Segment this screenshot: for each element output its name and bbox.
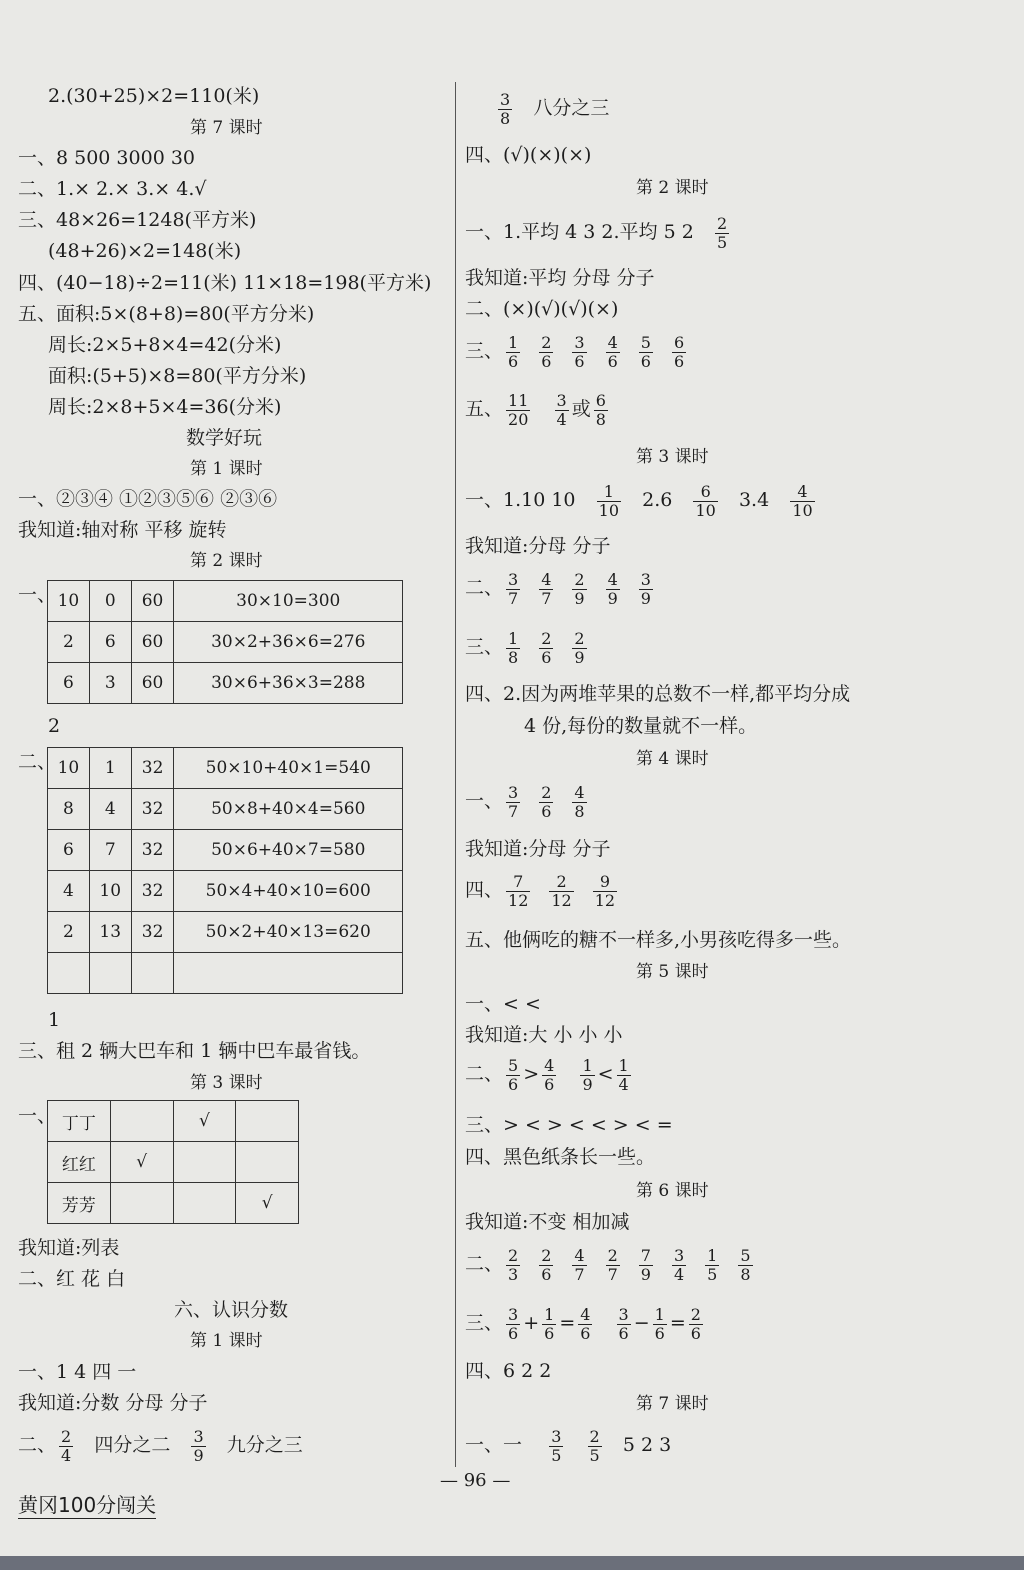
lesson-heading: 第 7 课时 [190,118,263,138]
section-heading: 六、认识分数 [174,1299,289,1321]
fraction: $\frac{3}{4}$ [673,1245,685,1284]
fraction: $\frac{2}{6}$ [541,1245,552,1284]
fraction: $\frac{3}{6}$ [618,1304,629,1343]
answer-line: 五、面积:5×(8+8)=80(平方分米) [18,303,315,325]
table-cell: √ [110,1142,173,1183]
table-cell: 30×6+36×3=288 [174,663,403,704]
answer-line [465,331,702,371]
table-cell: 32 [131,748,174,789]
table-cell: 7 [89,830,131,871]
fraction: $\frac{3}{8}$ [500,89,511,128]
table-cell: 红红 [48,1142,111,1183]
answer-line [465,1303,706,1343]
answer-line: 4 份,每份的数量就不一样。 [524,715,758,737]
table-cell [174,953,403,994]
answer-line: 三、租 2 辆大巴车和 1 辆中巴车最省钱。 [18,1040,371,1062]
table-cell: 32 [131,871,174,912]
fraction: $\frac{3}{4}$ [556,390,567,429]
question-prefix: 三、 [465,1312,504,1334]
answer-line: 四、(√)(×)(×) [465,144,592,166]
fraction: $\frac{1}{8}$ [508,628,519,667]
lesson-heading: 第 4 课时 [636,749,709,769]
answer-line [465,480,818,520]
table-cell: 32 [131,830,174,871]
fraction: $\frac{3}{5}$ [551,1426,562,1465]
answer-text: 八分之三 [533,97,610,119]
lesson-heading: 第 2 课时 [636,178,709,198]
question-prefix: 一、 [465,790,504,812]
table-row [48,830,403,871]
table-cell: 0 [89,581,131,622]
table-cell [173,1183,236,1224]
fraction: $\frac{2}{6}$ [690,1304,701,1343]
answer-line: 一、1 4 四 一 [18,1361,137,1383]
section-heading: 数学好玩 [186,427,263,449]
table-cell: 50×6+40×7=580 [174,830,403,871]
fraction: $\frac{1}{10}$ [598,481,620,520]
table-row [48,871,403,912]
fraction: $\frac{2}{9}$ [574,628,585,667]
lesson-heading: 第 1 课时 [190,1331,263,1351]
scan-edge [0,1556,1024,1570]
fraction: $\frac{4}{7}$ [574,1245,585,1284]
question-prefix: 二、 [18,1434,57,1456]
answer-text: 四分之二 [94,1434,171,1456]
fraction: $\frac{3}{7}$ [508,569,519,608]
fraction: $\frac{3}{9}$ [193,1426,204,1465]
table-row [48,748,403,789]
fraction: $\frac{4}{10}$ [792,481,813,520]
answer-line: 我知道:分数 分母 分子 [18,1392,208,1414]
table-cell: 10 [48,748,90,789]
answer-line [465,1425,671,1465]
table-cell [173,1142,236,1183]
fraction: $\frac{1}{6}$ [654,1304,665,1343]
answer-line [465,781,603,821]
fraction: $\frac{4}{6}$ [544,1055,555,1094]
table-cell: 50×4+40×10=600 [174,871,403,912]
fraction: $\frac{6}{10}$ [695,481,716,520]
fraction: $\frac{4}{7}$ [541,569,552,608]
answer-text: 九分之三 [226,1434,303,1456]
answer-line: 四、黑色纸条长一些。 [465,1146,656,1168]
fraction: $\frac{1}{6}$ [508,332,519,371]
fraction: $\frac{11}{20}$ [508,390,529,429]
fraction: $\frac{7}{9}$ [640,1245,651,1284]
answer-line [465,627,603,667]
fraction: $\frac{2}{6}$ [541,628,552,667]
brand-logo-text: 黄冈100分闯关 [18,1493,157,1517]
fraction: $\frac{3}{9}$ [640,569,651,608]
answer-line: 我知道:不变 相加减 [465,1211,630,1233]
answer-line: (48+26)×2=148(米) [48,240,242,262]
answer-line: 二、红 花 白 [18,1268,126,1290]
operator: = [669,1312,686,1334]
table-row [48,789,403,830]
fraction: $\frac{6}{6}$ [673,332,685,371]
fraction: $\frac{1}{5}$ [707,1245,718,1284]
table-row [48,663,403,704]
lesson-heading: 第 3 课时 [190,1073,263,1093]
answer-text: 或 [571,398,591,420]
table-cell: 50×8+40×4=560 [174,789,403,830]
table-cell: 丁丁 [48,1101,111,1142]
fraction: $\frac{4}{9}$ [607,569,618,608]
question-prefix: 三、 [465,340,504,362]
fraction: $\frac{4}{6}$ [607,332,618,371]
table-cell: √ [173,1101,236,1142]
column-divider [455,82,456,1467]
fraction: $\frac{2}{7}$ [607,1245,618,1284]
fraction: $\frac{2}{4}$ [61,1426,72,1465]
answer-line: 一、②③④ ①②③⑤⑥ ②③⑥ [18,488,278,510]
fraction: $\frac{1}{4}$ [618,1055,629,1094]
operator: − [633,1312,650,1334]
lesson-heading: 第 1 课时 [190,459,263,479]
table-cell [48,953,90,994]
comparison-sign: > [523,1063,540,1085]
answer-line: 二、(×)(√)(√)(×) [465,298,619,320]
answer-line: 2 [48,715,61,737]
fraction: $\frac{6}{8}$ [595,390,606,429]
fraction: $\frac{7}{12}$ [508,871,529,910]
question-prefix: 二、 [465,1253,504,1275]
answer-line [465,212,732,252]
table-cell [89,953,131,994]
question-prefix: 二、 [465,577,504,599]
table-cell: 6 [89,622,131,663]
answer-line: 我知道:平均 分母 分子 [465,267,655,289]
answer-text: 一、1.10 10 [465,489,576,511]
table-cell: 2 [48,622,90,663]
table-cell: 50×2+40×13=620 [174,912,403,953]
answer-line: 二、1.× 2.× 3.× 4.√ [18,178,207,200]
table-cell: 1 [89,748,131,789]
fraction: $\frac{1}{6}$ [544,1304,555,1343]
table-row [48,912,403,953]
table-row [48,1142,299,1183]
fraction: $\frac{1}{9}$ [582,1055,593,1094]
table-cell: 芳芳 [48,1183,111,1224]
answer-table-1 [47,580,403,704]
operator: = [559,1312,576,1334]
fraction: $\frac{2}{9}$ [574,569,585,608]
answer-line: 四、2.因为两堆苹果的总数不一样,都平均分成 [465,683,851,705]
table-cell: 30×10=300 [174,581,403,622]
table-cell: 32 [131,789,174,830]
answer-text: 3.4 [738,489,770,511]
fraction: $\frac{5}{6}$ [508,1055,519,1094]
answer-line [18,1425,303,1465]
lesson-heading: 第 3 课时 [636,447,709,467]
lesson-heading: 第 6 课时 [636,1181,709,1201]
fraction: $\frac{2}{12}$ [551,871,572,910]
table-cell [236,1142,299,1183]
answer-line: 1 [48,1009,61,1031]
answer-line: 我知道:轴对称 平移 旋转 [18,519,227,541]
operator: + [523,1312,540,1334]
answer-line: 一、< < [465,993,541,1015]
answer-line: 一、8 500 3000 30 [18,147,196,169]
table-cell [131,953,174,994]
answer-line [495,88,609,128]
answer-line: 我知道:大 小 小 小 [465,1024,623,1046]
table-cell: 6 [48,830,90,871]
answer-line [465,568,669,608]
question-prefix: 二、 [465,1063,504,1085]
answer-table-3 [47,1100,299,1224]
answer-line: 三、> < > < < > < = [465,1114,673,1136]
fraction: $\frac{3}{6}$ [508,1304,519,1343]
question-prefix: 五、 [465,398,504,420]
answer-line [465,389,611,429]
comparison-sign: < [597,1063,614,1085]
answer-text: 5 2 3 [622,1434,672,1456]
lesson-heading: 第 7 课时 [636,1394,709,1414]
fraction: $\frac{3}{7}$ [508,782,519,821]
lesson-heading: 第 2 课时 [190,551,263,571]
answer-line: 我知道:分母 分子 [465,535,611,557]
answer-table-2 [47,747,403,994]
question-prefix: 四、 [465,879,504,901]
table-cell [110,1183,173,1224]
table-cell: 60 [131,622,174,663]
page-number: — 96 — [440,1470,511,1491]
answer-text: 2.6 [642,489,673,511]
question-prefix: 二、 [18,751,57,773]
answer-line: 面积:(5+5)×8=80(平方分米) [48,365,307,387]
fraction: $\frac{5}{8}$ [740,1245,751,1284]
question-prefix: 一、 [18,584,57,606]
table-cell: 30×2+36×6=276 [174,622,403,663]
answer-line: 四、(40−18)÷2=11(米) 11×18=198(平方米) [18,272,432,294]
answer-line: 四、6 2 2 [465,1360,552,1382]
fraction: $\frac{9}{12}$ [594,871,616,910]
table-row [48,1101,299,1142]
fraction: $\frac{3}{6}$ [574,332,585,371]
table-cell: 4 [48,871,90,912]
table-cell: √ [236,1183,299,1224]
table-row [48,622,403,663]
table-row [48,581,403,622]
table-cell: 8 [48,789,90,830]
question-prefix: 一、 [18,1105,57,1127]
table-cell: 32 [131,912,174,953]
answer-line: 2.(30+25)×2=110(米) [48,85,260,107]
table-row [48,1183,299,1224]
table-cell: 10 [48,581,90,622]
answer-line [465,1054,634,1094]
answer-text: 一、1.平均 4 3 2.平均 5 2 [465,221,694,243]
fraction: $\frac{2}{5}$ [589,1426,600,1465]
answer-line: 周长:2×5+8×4=42(分米) [48,334,282,356]
table-cell: 6 [48,663,90,704]
table-cell: 3 [89,663,131,704]
fraction: $\frac{2}{6}$ [541,332,552,371]
answer-line: 我知道:分母 分子 [465,838,611,860]
table-cell: 10 [89,871,131,912]
lesson-heading: 第 5 课时 [636,962,709,982]
fraction: $\frac{5}{6}$ [640,332,651,371]
answer-line: 三、48×26=1248(平方米) [18,209,257,231]
answer-line: 五、他俩吃的糖不一样多,小男孩吃得多一些。 [465,929,852,951]
table-cell: 60 [131,581,174,622]
answer-line: 我知道:列表 [18,1237,120,1259]
answer-line [465,1244,769,1284]
answer-text: 一、一 [465,1434,523,1456]
question-prefix: 三、 [465,636,504,658]
table-cell: 2 [48,912,90,953]
fraction: $\frac{2}{5}$ [716,213,728,252]
fraction: $\frac{4}{8}$ [574,782,585,821]
fraction: $\frac{4}{6}$ [580,1304,591,1343]
fraction: $\frac{2}{3}$ [508,1245,519,1284]
table-row [48,953,403,994]
table-cell: 4 [89,789,131,830]
fraction: $\frac{2}{6}$ [541,782,552,821]
table-cell [110,1101,173,1142]
answer-line [465,870,633,910]
table-cell: 60 [131,663,174,704]
answer-line: 周长:2×8+5×4=36(分米) [48,396,282,418]
table-cell: 50×10+40×1=540 [174,748,403,789]
table-cell: 13 [89,912,131,953]
table-cell [236,1101,299,1142]
